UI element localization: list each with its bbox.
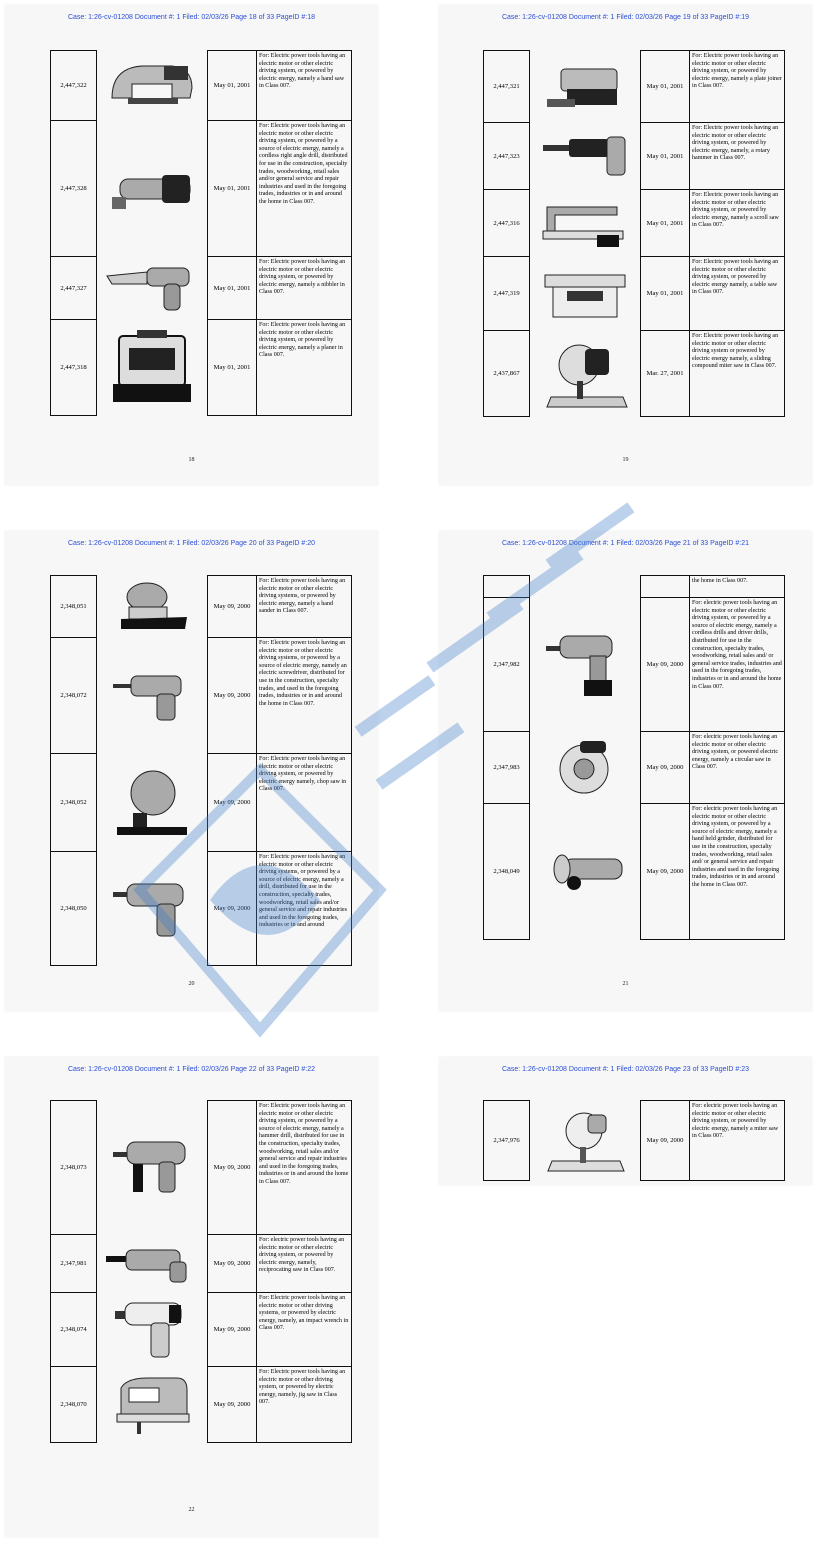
tool-image [97,51,208,121]
hand-sander-icon [107,579,197,635]
table-row [51,320,352,416]
cordless-drill-icon [540,630,630,700]
plate-joiner-icon [537,59,633,115]
registration-table [483,50,785,417]
goods-description: For: Electric power tools having an electric motor or other electric driving system, or powered by a source of electric energy, namely a hammer drill, distributed for use in the construction, specialty trades, woodworking, retail sales and/or general service and repair industries and used in the foregoing trades, industries or in and around the home in Class 007. [257,1101,352,1235]
reciprocating-saw-icon [104,1244,200,1284]
reg-number: 2,347,982 [484,598,530,732]
table-row [51,754,352,852]
page-18 [5,5,378,485]
reg-date: May 09, 2000 [641,598,690,732]
impact-wrench-icon [107,1297,197,1363]
reg-date [641,576,690,598]
goods-description: For: Electric power tools having an electric motor or other electric driving system or powered by electric energy namely, a sliding compound miter saw in Class 007. [690,331,785,417]
table-row [51,1293,352,1367]
table-saw-icon [537,263,633,325]
reg-number: 2,348,073 [51,1101,97,1235]
goods-description: For: Electric power tools having an electric motor or other electric driving system, or powered by electric energy, namely, a rotary hammer in Class 007. [690,123,785,190]
reg-number: 2,347,976 [484,1101,530,1181]
planer-icon [107,328,197,408]
goods-description: For: Electric power tools having an electric motor or other electric driving system, or powered by electric energy, namely a planer in Class 007. [257,320,352,416]
scroll-saw-icon [537,195,633,251]
reg-number: 2,347,983 [484,732,530,804]
reg-date: May 09, 2000 [208,576,257,638]
table-row [484,257,785,331]
drill-icon [107,876,197,942]
page-22 [5,1057,378,1537]
goods-description: For: Electric power tools having an electric motor or other driving systems, or powered by electric energy, namely, an impact wrench in Class 007. [257,1293,352,1367]
goods-description: For: electric power tools having an electric motor or other electric driving system, or powered by electric energy, namely, reciprocating saw in Class 007. [257,1235,352,1293]
tool-image [97,257,208,320]
goods-description: For: Electric power tools having an electric motor or other electric driving system, or powered by electric energy namely, chop saw in Class 007. [257,754,352,852]
hammer-drill-icon [107,1136,197,1200]
table-row [484,190,785,257]
chop-saw-icon [107,763,197,843]
tool-image [97,754,208,852]
reg-date: May 01, 2001 [641,123,690,190]
tool-image [530,576,641,598]
goods-description: For: Electric power tools having an electric motor or other electric driving system, or powered by electric energy, namely a plate joiner in Class 007. [690,51,785,123]
table-row [51,852,352,966]
page-header: Case: 1:26-cv-01208 Document #: 1 Filed: 02/03/26 Page 18 of 33 PageID #:18 [67,14,316,21]
reg-number: 2,348,052 [51,754,97,852]
page-number: 20 [188,981,195,987]
circular-saw-icon [540,737,630,799]
tool-image [530,732,641,804]
tool-image [530,1101,641,1181]
reg-number: 2,348,050 [51,852,97,966]
reg-number: 2,447,323 [484,123,530,190]
reg-number: 2,447,318 [51,320,97,416]
reg-date: May 01, 2001 [208,51,257,121]
tool-image [97,1293,208,1367]
goods-description: For: Electric power tools having an electric motor or other electric driving system, or powered by electric energy, namely a nibbler in Class 007. [257,257,352,320]
reg-date: May 01, 2001 [641,190,690,257]
tool-image [97,852,208,966]
table-row [51,576,352,638]
tool-image [530,190,641,257]
page-19 [439,5,812,485]
reg-date: Mar. 27, 2001 [641,331,690,417]
tool-image [530,804,641,940]
tool-image [530,331,641,417]
band-saw-icon [102,58,202,114]
reg-number: 2,447,321 [484,51,530,123]
goods-description: For: Electric power tools having an electric motor or other electric driving system, or powered by electric energy namely, a table saw in Class 007. [690,257,785,331]
goods-description: For: electric power tools having an electric motor or other electric driving system, or powered by a source of electric energy, namely a hand held grinder, distributed for use in the construction, specialty trades, woodworking, retail sales and/ or general service and repair industries and used in the foregoing trades, industries or in and around the home in Class 007. [690,804,785,940]
reg-number: 2,447,316 [484,190,530,257]
nibbler-icon [102,262,202,314]
page-header: Case: 1:26-cv-01208 Document #: 1 Filed: 02/03/26 Page 19 of 33 PageID #:19 [501,14,750,21]
tool-image [97,121,208,257]
table-row [51,1367,352,1443]
tool-image [530,598,641,732]
tool-image [530,257,641,331]
table-row [51,51,352,121]
reg-date: May 09, 2000 [208,1367,257,1443]
goods-description: For: Electric power tools having an electric motor or other electric driving system, or powered by a source of electric energy, namely a cordless right angle drill, distributed for use in the construction, specialty trades, woodworking, retail sales and/or general service and repair industries and used in the foregoing trades, industries or in and around the home in Class 007. [257,121,352,257]
tool-image [97,320,208,416]
page-20 [5,531,378,1011]
page-number: 19 [622,457,629,463]
table-row [51,121,352,257]
tool-image [530,123,641,190]
reg-number [484,576,530,598]
goods-description: For: electric power tools having an electric motor or other electric driving system, or powered electric energy, namely a circular saw in Class 007. [690,732,785,804]
page-number: 22 [188,1507,195,1513]
page-21 [439,531,812,1011]
reg-date: May 01, 2001 [641,257,690,331]
screwdriver-icon [107,668,197,724]
page-header: Case: 1:26-cv-01208 Document #: 1 Filed: 02/03/26 Page 20 of 33 PageID #:20 [67,540,316,547]
reg-date: May 01, 2001 [208,320,257,416]
page-header: Case: 1:26-cv-01208 Document #: 1 Filed: 02/03/26 Page 22 of 33 PageID #:22 [67,1066,316,1073]
reg-date: May 09, 2000 [208,1293,257,1367]
grinder-icon [540,847,630,897]
registration-table [483,575,785,940]
reg-date: May 09, 2000 [208,638,257,754]
reg-date: May 09, 2000 [641,732,690,804]
table-row [484,123,785,190]
goods-description: the home in Class 007. [690,576,785,598]
table-row [484,576,785,598]
reg-date: May 09, 2000 [208,754,257,852]
table-row [51,257,352,320]
table-row [484,732,785,804]
reg-date: May 01, 2001 [208,121,257,257]
tool-image [97,1367,208,1443]
tool-image [97,1101,208,1235]
goods-description: For: Electric power tools having an electric motor or other electric driving system, or powered by electric energy, namely a scroll saw in Class 007. [690,190,785,257]
reg-number: 2,348,074 [51,1293,97,1367]
page-header: Case: 1:26-cv-01208 Document #: 1 Filed: 02/03/26 Page 23 of 33 PageID #:23 [501,1066,750,1073]
page-number: 21 [622,981,629,987]
page-23 [439,1057,812,1185]
reg-number: 2,437,867 [484,331,530,417]
reg-number: 2,447,327 [51,257,97,320]
reg-date: May 09, 2000 [208,852,257,966]
tool-image [97,1235,208,1293]
right-angle-drill-icon [102,161,202,217]
table-row [484,51,785,123]
reg-date: May 09, 2000 [641,804,690,940]
rotary-hammer-icon [537,131,633,181]
table-row [51,1101,352,1235]
registration-table [50,575,352,966]
registration-table [50,1100,352,1443]
reg-number: 2,348,070 [51,1367,97,1443]
reg-number: 2,447,319 [484,257,530,331]
reg-number: 2,447,328 [51,121,97,257]
registration-table [50,50,352,416]
goods-description: For: electric power tools having an electric motor or other electric driving system, or powered by electric energy, namely a miter saw in Class 007. [690,1101,785,1181]
reg-date: May 09, 2000 [641,1101,690,1181]
goods-description: For: Electric power tools having an electric motor or other electric driving systems, or powered by a source of electric energy, namely a drill, distributed for use in the construction, specialty trades, woodworking, retail sales and/or general service and repair industries and used in the foregoing trades, industries or in and around [257,852,352,966]
page-header: Case: 1:26-cv-01208 Document #: 1 Filed: 02/03/26 Page 21 of 33 PageID #:21 [501,540,750,547]
table-row [484,804,785,940]
registration-table [483,1100,785,1181]
table-row [484,1101,785,1181]
page-number: 18 [188,457,195,463]
tool-image [530,51,641,123]
goods-description: For: Electric power tools having an electric motor or other driving system, or powered by electric energy, namely, jig saw in Class 007. [257,1367,352,1443]
reg-number: 2,348,049 [484,804,530,940]
reg-number: 2,447,322 [51,51,97,121]
tool-image [97,576,208,638]
reg-number: 2,347,981 [51,1235,97,1293]
table-row [484,598,785,732]
reg-number: 2,348,051 [51,576,97,638]
reg-date: May 01, 2001 [641,51,690,123]
reg-date: May 01, 2001 [208,257,257,320]
table-row [51,638,352,754]
reg-number: 2,348,072 [51,638,97,754]
table-row [51,1235,352,1293]
goods-description: For: electric power tools having an electric motor or other electric driving system, or powered by a source of electric energy, namely a cordless drills and driver drills, distributed for use in the construction, specialty trades, woodworking, retail sales and/ or general service trades, industries and used in the foregoing trades, industries or in and around the home in Class 007. [690,598,785,732]
table-row [484,331,785,417]
reg-date: May 09, 2000 [208,1235,257,1293]
goods-description: For: Electric power tools having an electric motor or other electric driving systems, or powered by a source of electric energy, namely an electric screwdriver, distributed for use in the construction, specialty trades, and used in the foregoing trades, industries or in and around the home in Class 007. [257,638,352,754]
tool-image [97,638,208,754]
miter-saw-icon [540,1105,630,1177]
miter-saw-icon [537,335,633,413]
goods-description: For: Electric power tools having an electric motor or other electric driving system, or powered by electric energy, namely a hand saw in Class 007. [257,51,352,121]
reg-date: May 09, 2000 [208,1101,257,1235]
jig-saw-icon [107,1374,197,1436]
goods-description: For: Electric power tools having an electric motor or other electric driving systems, or powered by electric energy, namely a hand sander in Class 007. [257,576,352,638]
